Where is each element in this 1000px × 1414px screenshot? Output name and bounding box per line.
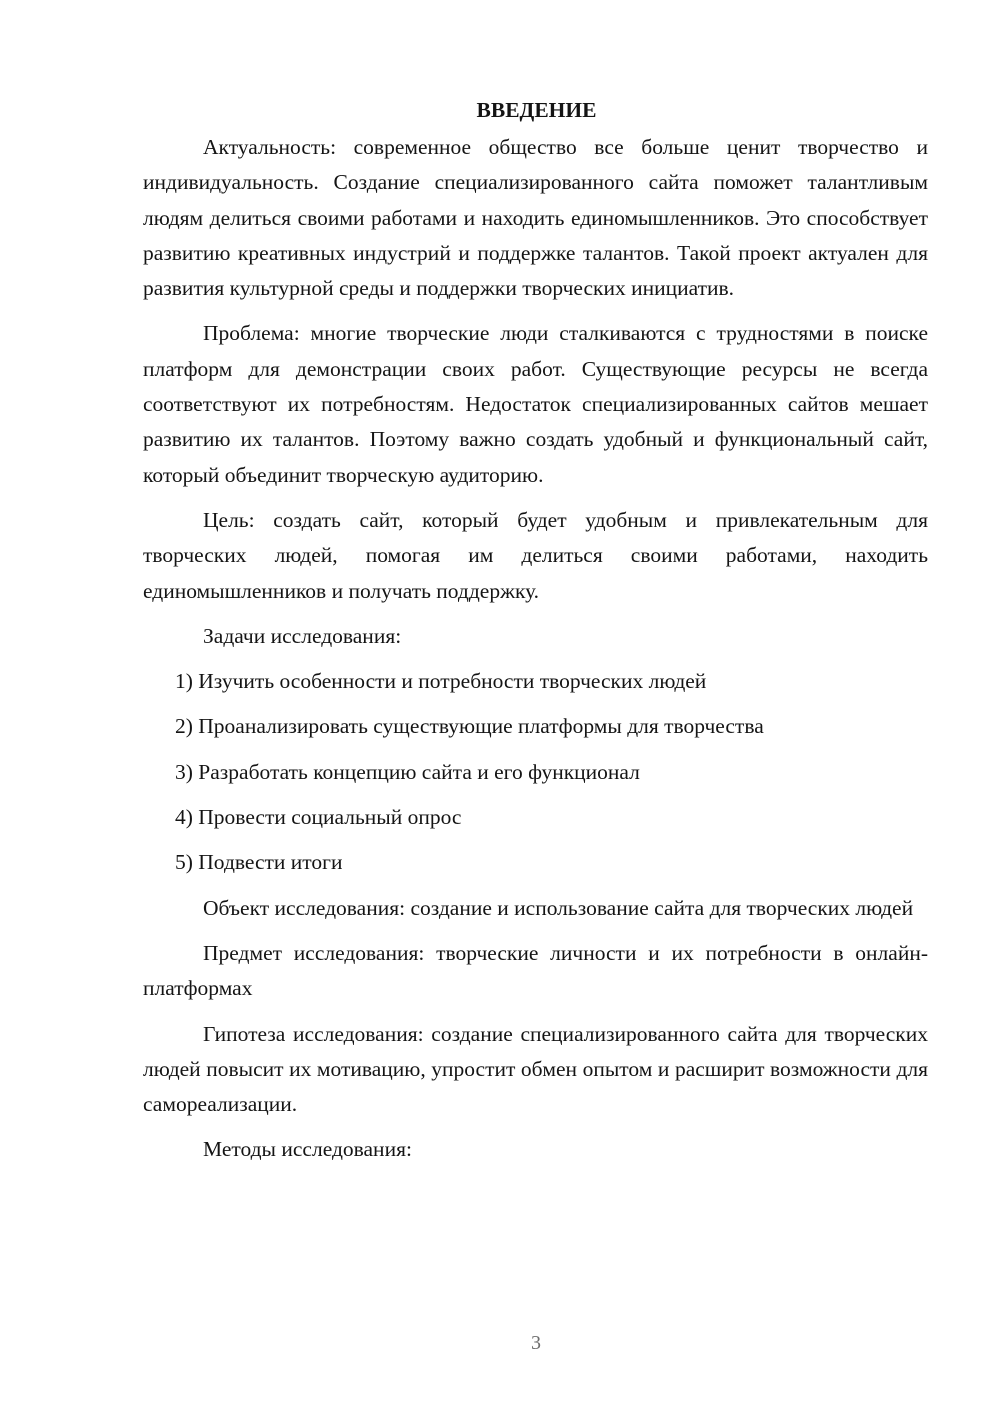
list-item: 4) Провести социальный опрос (175, 805, 462, 830)
paragraph-tasks-title: Задачи исследования: (203, 623, 402, 648)
paragraph-object: Объект исследования: создание и использование сайта для творческих людей (203, 895, 914, 920)
paragraph-problem: Проблема: многие творческие люди сталкиваются с трудностями в поиске платформ для демонстрации своих работ. Существующие ресурсы не всегда соответствуют их потребностям. Недостаток специализированных сайтов мешает развитию их талантов. Поэтому важно создать удобный и функциональный сайт, который объединит творческую аудиторию. (143, 321, 928, 487)
page-number: 3 (531, 1332, 541, 1354)
paragraph-hypothesis: Гипотеза исследования: создание специализированного сайта для творческих людей повысит их мотивацию, упростит обмен опытом и расширит возможности для самореализации. (143, 1021, 928, 1117)
list-item: 3) Разработать концепцию сайта и его функционал (175, 759, 640, 784)
paragraph-subject: Предмет исследования: творческие личности и их потребности в онлайн-платформах (143, 940, 928, 1001)
section-heading: ВВЕДЕНИЕ (476, 98, 597, 122)
tasks-list (143, 664, 928, 880)
paragraph-relevance: Актуальность: современное общество все больше ценит творчество и индивидуальность. Создание специализированного сайта поможет талантливым людям делиться своими работами и находить единомышленников. Это способствует развитию креативных индустрий и поддержке талантов. Такой проект актуален для развития культурной среды и поддержки творческих инициатив. (143, 135, 928, 301)
page-content (143, 94, 928, 1178)
list-item: 2) Проанализировать существующие платформы для творчества (175, 714, 764, 739)
list-item: 1) Изучить особенности и потребности творческих людей (175, 669, 707, 694)
list-item: 5) Подвести итоги (175, 850, 343, 875)
paragraph-methods: Методы исследования: (203, 1137, 412, 1162)
paragraph-goal: Цель: создать сайт, который будет удобным и привлекательным для творческих людей, помогая им делиться своими работами, находить единомышленников и получать поддержку. (143, 507, 928, 603)
